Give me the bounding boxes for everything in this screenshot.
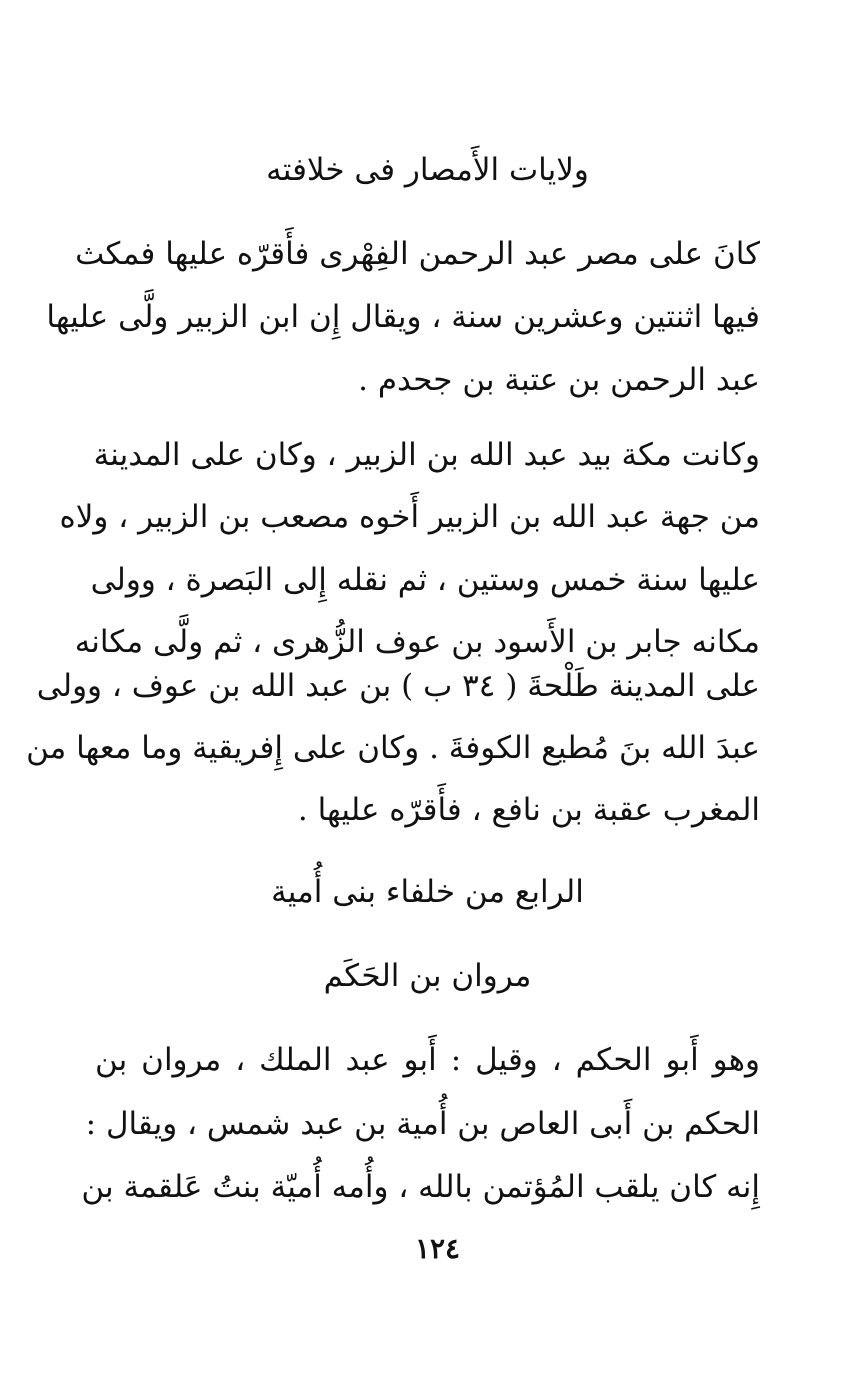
paragraph-2-line-5: على المدينة طَلْحةَ ( ٣٤ ب ) بن عبد الله بن عوف ، وولى <box>36 668 760 704</box>
paragraph-2-line-4: مكانه جابر بن الأَسود بن عوف الزُّهرى ، ثم ولَّى مكانه <box>74 624 760 660</box>
paragraph-3-line-3: إِنه كان يلقب المُؤتمن بالله ، وأُمه أُميّة بنتُ عَلقمة بن <box>81 1169 760 1205</box>
paragraph-1-line-1: كانَ على مصر عبد الرحمن الفِهْرى فأَقرّه عليها فمكث <box>75 236 760 272</box>
page-number: ١٢٤ <box>414 1232 461 1265</box>
paragraph-3-line-2: الحكم بن أَبى العاص بن أُمية بن عبد شمس ، ويقال : <box>85 1106 760 1142</box>
section-title: ولايات الأَمصار فى خلافته <box>266 152 589 188</box>
paragraph-2-line-1: وكانت مكة بيد عبد الله بن الزبير ، وكان على المدينة <box>93 437 760 473</box>
paragraph-3-line-1: وهو أَبو الحكم ، وقيل : أَبو عبد الملك ، مروان بن <box>95 1042 760 1078</box>
paragraph-2-line-7: المغرب عقبة بن نافع ، فأَقرّه عليها . <box>297 792 760 828</box>
paragraph-1-line-2: فيها اثنتين وعشرين سنة ، ويقال إِن ابن الزبير ولَّى عليها <box>46 299 760 335</box>
paragraph-2-line-3: عليها سنة خمس وستين ، ثم نقله إِلى البَصرة ، وولى <box>90 562 760 598</box>
chapter-heading: الرابع من خلفاء بنى أُمية <box>271 874 584 910</box>
paragraph-1-line-3: عبد الرحمن بن عتبة بن جحدم . <box>358 362 760 398</box>
paragraph-2-line-6: عبدَ الله بنَ مُطيع الكوفةَ . وكان على إِفريقية وما معها من <box>26 730 760 766</box>
chapter-subheading: مروان بن الحَكَم <box>323 958 532 994</box>
paragraph-2-line-2: من جهة عبد الله بن الزبير أَخوه مصعب بن الزبير ، ولاه <box>59 499 760 535</box>
